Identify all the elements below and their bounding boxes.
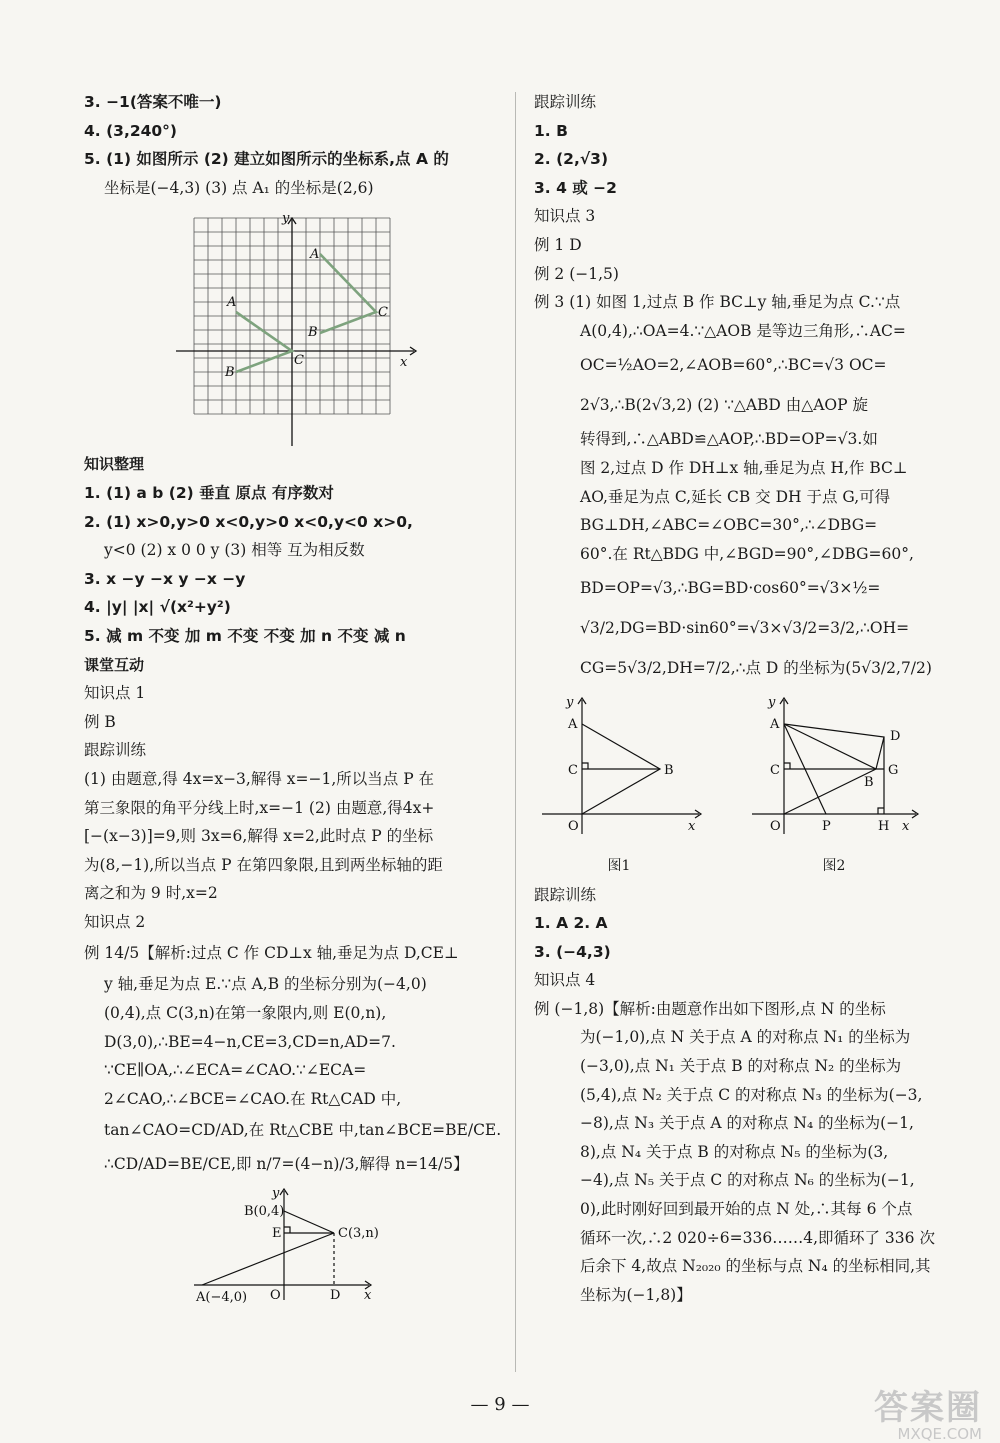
k2-line-3: (0,4),点 C(3,n)在第一象限内,则 E(0,n),	[104, 1004, 387, 1023]
k4-line-10: 后余下 4,故点 N₂₀₂₀ 的坐标与点 N₄ 的坐标相同,其	[580, 1257, 931, 1276]
watermark-text: 答案圈	[874, 1388, 982, 1428]
k4-line-7: −4),点 N₅ 关于点 C 的对称点 N₆ 的坐标为(−1,	[580, 1171, 915, 1190]
fig3-label-d: D	[330, 1288, 341, 1304]
answer-3: 3. −1(答案不唯一)	[84, 93, 222, 111]
r-tracking-heading-2: 跟踪训练	[534, 885, 597, 904]
fig2-label-c: C	[770, 763, 780, 779]
grid-label-b: B	[225, 365, 235, 381]
k3-line-14: CG=5√3/2,DH=7/2,∴点 D 的坐标为(5√3/2,7/2)	[580, 659, 932, 678]
fig2-label-g: G	[888, 763, 899, 779]
fig2-label-d: D	[890, 729, 901, 745]
grid-label-c1: C	[378, 305, 388, 321]
r-gz-2: 2. (2,√3)	[534, 150, 609, 169]
left-column	[84, 88, 508, 1309]
k2-line-1: 例 14/5【解析:过点 C 作 CD⊥x 轴,垂足为点 D,CE⊥	[84, 944, 459, 963]
watermark-logo	[874, 1380, 982, 1443]
k2-line-4: D(3,0),∴BE=4−n,CE=3,CD=n,AD=7.	[104, 1032, 396, 1051]
fig1-label-a: A	[568, 717, 578, 733]
r-gz2-2: 3. (−4,3)	[534, 942, 611, 961]
gz-line-2: 第三象限的角平分线上时,x=−1 (2) 由题意,得4x+	[84, 798, 435, 817]
fig2-label-p: P	[822, 819, 831, 835]
grid-label-x: x	[400, 355, 408, 371]
zs-1: 1. (1) a b (2) 垂直 原点 有序数对	[84, 483, 334, 502]
zs-5: 5. 减 m 不变 加 m 不变 不变 加 n 不变 减 n	[84, 626, 406, 645]
watermark-url: MXQE.COM	[897, 1425, 982, 1443]
k3-line-5: OC=½AO=2,∠AOB=60°,∴BC=√3 OC=	[580, 356, 887, 375]
k3-line-8: 图 2,过点 D 作 DH⊥x 轴,垂足为点 H,作 BC⊥	[580, 458, 908, 477]
gz-line-3: [−(x−3)]=9,则 3x=6,解得 x=2,此时点 P 的坐标	[84, 827, 434, 846]
column-divider	[515, 92, 516, 1372]
zs-2-cont: y<0 (2) x 0 0 y (3) 相等 互为相反数	[104, 541, 365, 560]
heading-knowledge: 知识整理	[84, 455, 145, 474]
fig2-caption: 图2	[822, 857, 846, 874]
fig3-label-x: x	[364, 1288, 372, 1304]
right-column	[534, 88, 954, 1309]
fig3-label-o: O	[270, 1288, 281, 1304]
k3-line-10: BG⊥DH,∠ABC=∠OBC=30°,∴∠DBG=	[580, 516, 878, 535]
figure-2	[744, 694, 924, 880]
fig1-label-b: B	[664, 763, 674, 779]
grid-label-b1: B	[308, 325, 318, 341]
fig3-label-e: E	[272, 1226, 282, 1242]
fig2-label-b: B	[864, 775, 874, 791]
fig1-label-y: y	[566, 695, 574, 711]
tracking-heading: 跟踪训练	[84, 741, 147, 760]
fig2-label-o: O	[770, 819, 781, 835]
k4-line-3: (−3,0),点 N₁ 关于点 B 的对称点 N₂ 的坐标为	[580, 1057, 902, 1076]
gz-line-4: 为(8,−1),所以当点 P 在第四象限,且到两坐标轴的距	[84, 855, 443, 874]
k2-line-2: y 轴,垂足为点 E.∵点 A,B 的坐标分别为(−4,0)	[104, 975, 427, 994]
r-tracking-heading: 跟踪训练	[534, 93, 597, 111]
k3-line-11: 60°.在 Rt△BDG 中,∠BGD=90°,∠DBG=60°,	[580, 544, 914, 563]
zs-4: 4. |y| |x| √(x²+y²)	[84, 598, 231, 617]
fig3-label-b: B(0,4)	[244, 1204, 285, 1220]
fig1-label-x: x	[688, 819, 696, 835]
k2-line-5: ∵CE∥OA,∴∠ECA=∠CAO.∵∠ECA=	[104, 1061, 367, 1080]
k3-line-13: √3/2,DG=BD·sin60°=√3×√3/2=3/2,∴OH=	[580, 619, 910, 638]
heading-class: 课堂互动	[84, 655, 145, 674]
fig2-label-a: A	[770, 717, 780, 733]
zs-2: 2. (1) x>0,y>0 x<0,y>0 x<0,y<0 x>0,	[84, 512, 413, 531]
k4-line-2: 为(−1,0),点 N 关于点 A 的对称点 N₁ 的坐标为	[580, 1028, 911, 1047]
gz-line-5: 离之和为 9 时,x=2	[84, 884, 218, 903]
k4-line-11: 坐标为(−1,8)】	[580, 1285, 692, 1304]
fig3-label-a: A(−4,0)	[196, 1290, 248, 1306]
zs-3: 3. x −y −x y −x −y	[84, 569, 246, 588]
k2-line-8: ∴CD/AD=BE/CE,即 n/7=(4−n)/3,解得 n=14/5】	[104, 1155, 469, 1174]
k3-line-3: 例 3 (1) 如图 1,过点 B 作 BC⊥y 轴,垂足为点 C.∵点	[534, 293, 901, 312]
fig2-label-h: H	[878, 819, 890, 835]
k3-line-12: BD=OP=√3,∴BG=BD·cos60°=√3×½=	[580, 579, 881, 598]
fig3-label-y: y	[272, 1186, 280, 1202]
k3-line-1: 例 1 D	[534, 235, 582, 254]
grid-label-a: A	[227, 295, 237, 311]
knowledge-point-1: 知识点 1	[84, 684, 146, 703]
knowledge-point-4: 知识点 4	[534, 971, 596, 990]
answer-5-cont: 坐标是(−4,3) (3) 点 A₁ 的坐标是(2,6)	[104, 178, 374, 197]
k4-line-4: (5,4),点 N₂ 关于点 C 的对称点 N₃ 的坐标为(−3,	[580, 1085, 923, 1104]
figure-abc-coordinate	[84, 1185, 508, 1305]
gz-line-1: (1) 由题意,得 4x=x−3,解得 x=−1,所以当点 P 在	[84, 769, 435, 788]
k3-line-4: A(0,4),∴OA=4.∵△AOB 是等边三角形,∴AC=	[580, 321, 906, 340]
fig1-label-c: C	[568, 763, 578, 779]
fig2-label-x: x	[902, 819, 910, 835]
k1-example: 例 B	[84, 712, 116, 731]
k4-line-8: 0),此时刚好回到最开始的点 N 处,∴其每 6 个点	[580, 1200, 913, 1219]
figure-1	[534, 694, 704, 880]
k4-line-6: 8),点 N₄ 关于点 B 的对称点 N₅ 的坐标为(3,	[580, 1142, 889, 1161]
k4-line-1: 例 (−1,8)【解析:由题意作出如下图形,点 N 的坐标	[534, 999, 886, 1018]
k4-line-5: −8),点 N₃ 关于点 A 的对称点 N₄ 的坐标为(−1,	[580, 1114, 914, 1133]
r-gz2-1: 1. A 2. A	[534, 914, 608, 933]
grid-label-a1: A	[310, 247, 320, 263]
k2-line-7: tan∠CAO=CD/AD,在 Rt△CBE 中,tan∠BCE=BE/CE.	[104, 1121, 502, 1140]
page-number: — 9 —	[470, 1394, 530, 1415]
fig1-label-o: O	[568, 819, 579, 835]
grid-label-c: C	[294, 353, 304, 369]
k3-line-9: AO,垂足为点 C,延长 CB 交 DH 于点 G,可得	[580, 487, 891, 506]
fig2-label-y: y	[768, 695, 776, 711]
answer-5: 5. (1) 如图所示 (2) 建立如图所示的坐标系,点 A 的	[84, 150, 449, 169]
r-gz-3: 3. 4 或 −2	[534, 178, 617, 197]
answer-4: 4. (3,240°)	[84, 121, 178, 140]
k2-line-6: 2∠CAO,∴∠BCE=∠CAO.在 Rt△CAD 中,	[104, 1089, 402, 1108]
grid-label-y: y	[282, 211, 290, 227]
fig3-label-c: C(3,n)	[338, 1226, 379, 1242]
k3-line-7: 转得到,∴△ABD≌△AOP,∴BD=OP=√3.如	[580, 430, 878, 449]
k3-line-2: 例 2 (−1,5)	[534, 264, 619, 283]
k4-line-9: 循环一次,∴2 020÷6=336……4,即循环了 336 次	[580, 1228, 935, 1247]
fig1-caption: 图1	[607, 857, 631, 874]
grid-figure	[84, 206, 508, 446]
figures-row	[534, 694, 954, 880]
knowledge-point-3: 知识点 3	[534, 207, 596, 226]
k3-line-6: 2√3,∴B(2√3,2) (2) ∵△ABD 由△AOP 旋	[580, 396, 868, 415]
knowledge-point-2: 知识点 2	[84, 912, 146, 931]
r-gz-1: 1. B	[534, 121, 568, 140]
